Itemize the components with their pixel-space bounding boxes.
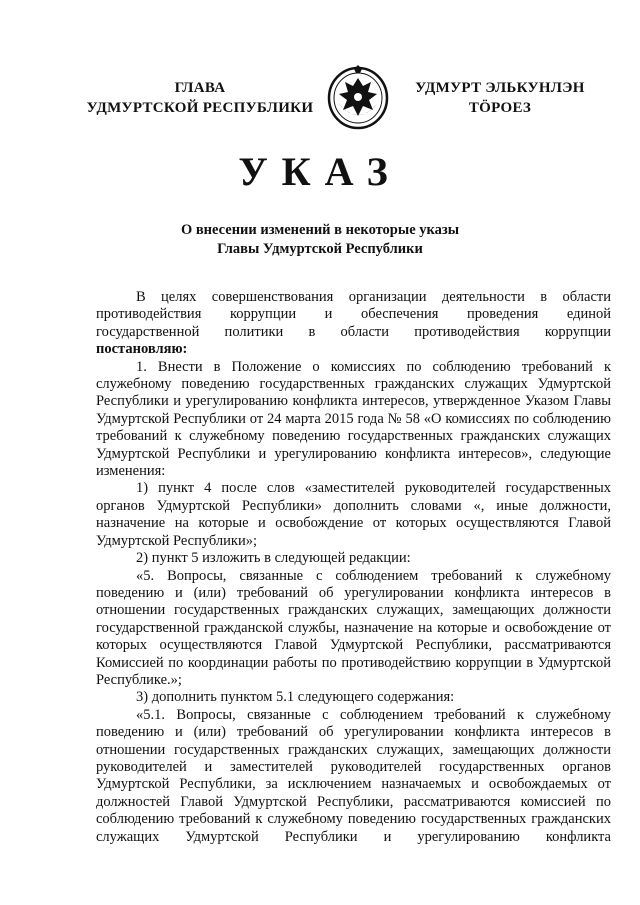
header-right-line2: ТÖРОЕЗ [468,100,532,116]
subitem-1: 1) пункт 4 после слов «заместителей руководителей государственных органов Удмуртской Республики» дополнить словами «, иные должности, назначение на которые и освобождение от которых осуществляются Главой Удмуртской Республики»; [96,480,611,549]
preamble-line2: противодействия коррупции и обеспечения проведения единой [96,306,611,323]
subject-line2: Главы Удмуртской Республики [217,241,423,257]
subitem-2: 2) пункт 5 изложить в следующей редакции: [136,550,411,567]
document-type-title: УКАЗ [238,149,402,194]
preamble-line3: государственной политики в области противодействия коррупции [96,323,611,340]
document-subject [0,221,640,259]
header-left [70,78,330,118]
header-left-line1: ГЛАВА [174,80,226,96]
decree-word: постановляю: [96,341,188,358]
quoted-point-5: «5. Вопросы, связанные с соблюдением требований к служебному поведению и (или) требований об урегулировании конфликта интересов в отношении государственных гражданских служащих, замещающих должности государственной гражданской службы, назначение на которые и освобождение от которых осуществляются Главой Удмуртской Республики, рассматриваются Комиссией по координации работы по противодействию коррупции в Удмуртской Республике.»; [96,567,611,688]
udmurt-coat-of-arms-icon [327,64,389,130]
quoted-point-5-1: «5.1. Вопросы, связанные с соблюдением требований к служебному поведению и (или) требований об урегулировании конфликта интересов в отношении государственных гражданских служащих, замещающих должности руководителей и заместителей руководителей государственных органов Удмуртской Республики, за исключением назначаемых и освобождаемых от должностей Главой Удмуртской Республики, рассматриваются комиссией по соблюдению требований к служебному поведению государственных гражданских служащих Удмуртской Республики и урегулированию конфликта [96,706,611,845]
preamble-line1: В целях совершенствования организации деятельности в области [136,289,611,305]
emblem [327,64,389,130]
document-body [96,289,611,846]
header-right [400,78,600,118]
item-1: 1. Внести в Положение о комиссиях по соблюдению требований к служебному поведению государственных гражданских служащих Удмуртской Республики и урегулированию конфликта интересов, утвержденное Указом Главы Удмуртской Республики от 24 марта 2015 года № 58 «О комиссиях по соблюдению требований к служебному поведению государственных гражданских служащих Удмуртской Республики и урегулированию конфликта интересов», следующие изменения: [96,358,611,480]
header-right-line1: УДМУРТ ЭЛЬКУНЛЭН [415,80,585,96]
header-left-line2: УДМУРТСКОЙ РЕСПУБЛИКИ [86,100,314,116]
subitem-3: 3) дополнить пунктом 5.1 следующего содержания: [136,689,455,706]
subject-line1: О внесении изменений в некоторые указы [180,222,460,238]
